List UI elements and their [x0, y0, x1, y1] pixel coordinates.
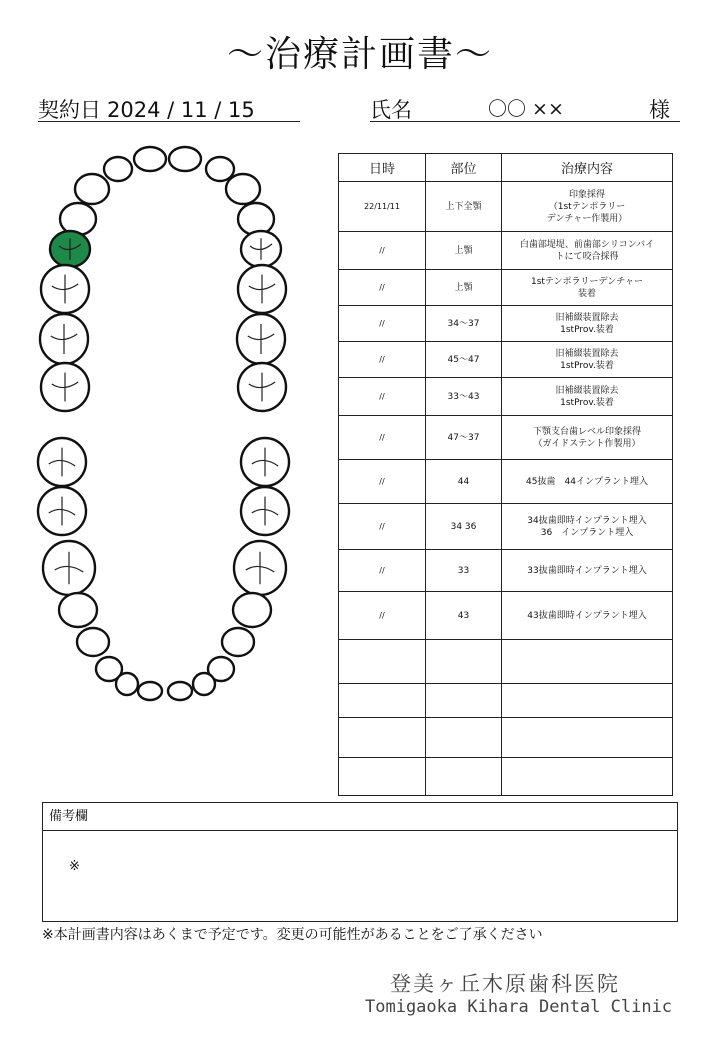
table-row	[339, 378, 673, 416]
cell-site: 45〜47	[426, 342, 502, 378]
lower-tooth	[77, 628, 109, 656]
table-row	[339, 550, 673, 592]
upper-tooth	[104, 157, 132, 181]
upper-tooth	[206, 157, 234, 181]
contract-date-label: 契約日	[38, 98, 101, 122]
lower-tooth	[222, 628, 254, 656]
table-row	[339, 718, 673, 758]
cell-content: 下顎支台歯レベル印象採得 （ガイドステント作製用）	[502, 416, 673, 460]
cell-site	[426, 640, 502, 684]
cell-content: 旧補綴装置除去 1stProv.装着	[502, 306, 673, 342]
contract-date-value: 2024 / 11 / 15	[107, 98, 255, 122]
lower-tooth	[233, 593, 271, 627]
cell-site: 44	[426, 460, 502, 504]
cell-date: 22/11/11	[339, 182, 426, 232]
cell-site: 33	[426, 550, 502, 592]
cell-date: //	[339, 416, 426, 460]
cell-content: 旧補綴装置除去 1stProv.装着	[502, 378, 673, 416]
lower-tooth	[59, 593, 97, 627]
upper-tooth	[238, 203, 274, 235]
upper-tooth	[169, 147, 201, 171]
cell-content: 印象採得 （1stテンポラリー デンチャー作製用）	[502, 182, 673, 232]
table-row	[339, 232, 673, 270]
cell-date: //	[339, 342, 426, 378]
table-row	[339, 504, 673, 550]
table-row	[339, 684, 673, 718]
cell-content: 旧補綴装置除去 1stProv.装着	[502, 342, 673, 378]
column-header: 日時	[339, 154, 426, 182]
cell-date: //	[339, 504, 426, 550]
cell-date: //	[339, 592, 426, 640]
cell-content	[502, 684, 673, 718]
treatment-plan-table	[338, 153, 673, 796]
table-row	[339, 416, 673, 460]
name-value: 〇〇 ××	[488, 98, 564, 120]
contract-date-line	[38, 94, 300, 122]
dental-chart	[30, 140, 300, 710]
cell-content: 45抜歯 44インプラント埋入	[502, 460, 673, 504]
cell-date: //	[339, 232, 426, 270]
cell-date: //	[339, 460, 426, 504]
cell-site	[426, 684, 502, 718]
cell-content: 33抜歯即時インプラント埋入	[502, 550, 673, 592]
cell-site: 43	[426, 592, 502, 640]
cell-site	[426, 758, 502, 796]
remarks-box	[42, 802, 678, 922]
cell-date	[339, 758, 426, 796]
table-header-row	[339, 154, 673, 182]
cell-site: 上顎	[426, 232, 502, 270]
clinic-name-en: Tomigaoka Kihara Dental Clinic	[365, 997, 673, 1017]
cell-content	[502, 758, 673, 796]
cell-content: 1stテンポラリーデンチャー 装着	[502, 270, 673, 306]
cell-content: 43抜歯即時インプラント埋入	[502, 592, 673, 640]
lower-tooth	[168, 682, 192, 700]
table-row	[339, 640, 673, 684]
clinic-name-jp: 登美ヶ丘木原歯科医院	[390, 972, 620, 996]
disclaimer-note: ※本計画書内容はあくまで予定です。変更の可能性があることをご了承ください	[42, 927, 543, 943]
table-row	[339, 306, 673, 342]
cell-site: 上顎	[426, 270, 502, 306]
table-row	[339, 342, 673, 378]
cell-content: 白歯部堤堤、前歯部シリコンバイ トにて咬合採得	[502, 232, 673, 270]
upper-tooth	[134, 147, 166, 171]
cell-date: //	[339, 550, 426, 592]
cell-date: //	[339, 270, 426, 306]
table-row	[339, 182, 673, 232]
remarks-mark: ※	[69, 859, 80, 874]
table-row	[339, 592, 673, 640]
upper-tooth	[226, 174, 260, 204]
name-suffix: 様	[649, 98, 670, 122]
cell-content	[502, 640, 673, 684]
lower-tooth	[193, 673, 215, 695]
patient-name-line	[370, 94, 680, 122]
column-header: 部位	[426, 154, 502, 182]
cell-date	[339, 718, 426, 758]
cell-content	[502, 718, 673, 758]
remarks-label: 備考欄	[43, 803, 677, 831]
upper-tooth	[60, 203, 96, 235]
cell-site: 34〜37	[426, 306, 502, 342]
cell-date	[339, 684, 426, 718]
cell-date	[339, 640, 426, 684]
name-label: 氏名	[370, 98, 412, 122]
table-row	[339, 270, 673, 306]
upper-tooth	[75, 174, 109, 204]
lower-tooth	[116, 673, 138, 695]
cell-date: //	[339, 306, 426, 342]
cell-site: 47〜37	[426, 416, 502, 460]
page-title: ～治療計画書～	[226, 34, 493, 75]
lower-tooth	[138, 682, 162, 700]
table-row	[339, 460, 673, 504]
cell-site: 33〜43	[426, 378, 502, 416]
cell-site	[426, 718, 502, 758]
table-row	[339, 758, 673, 796]
cell-date: //	[339, 378, 426, 416]
column-header: 治療内容	[502, 154, 673, 182]
cell-site: 上下全顎	[426, 182, 502, 232]
cell-site: 34 36	[426, 504, 502, 550]
cell-content: 34抜歯即時インプラント埋入 36 インプラント埋入	[502, 504, 673, 550]
